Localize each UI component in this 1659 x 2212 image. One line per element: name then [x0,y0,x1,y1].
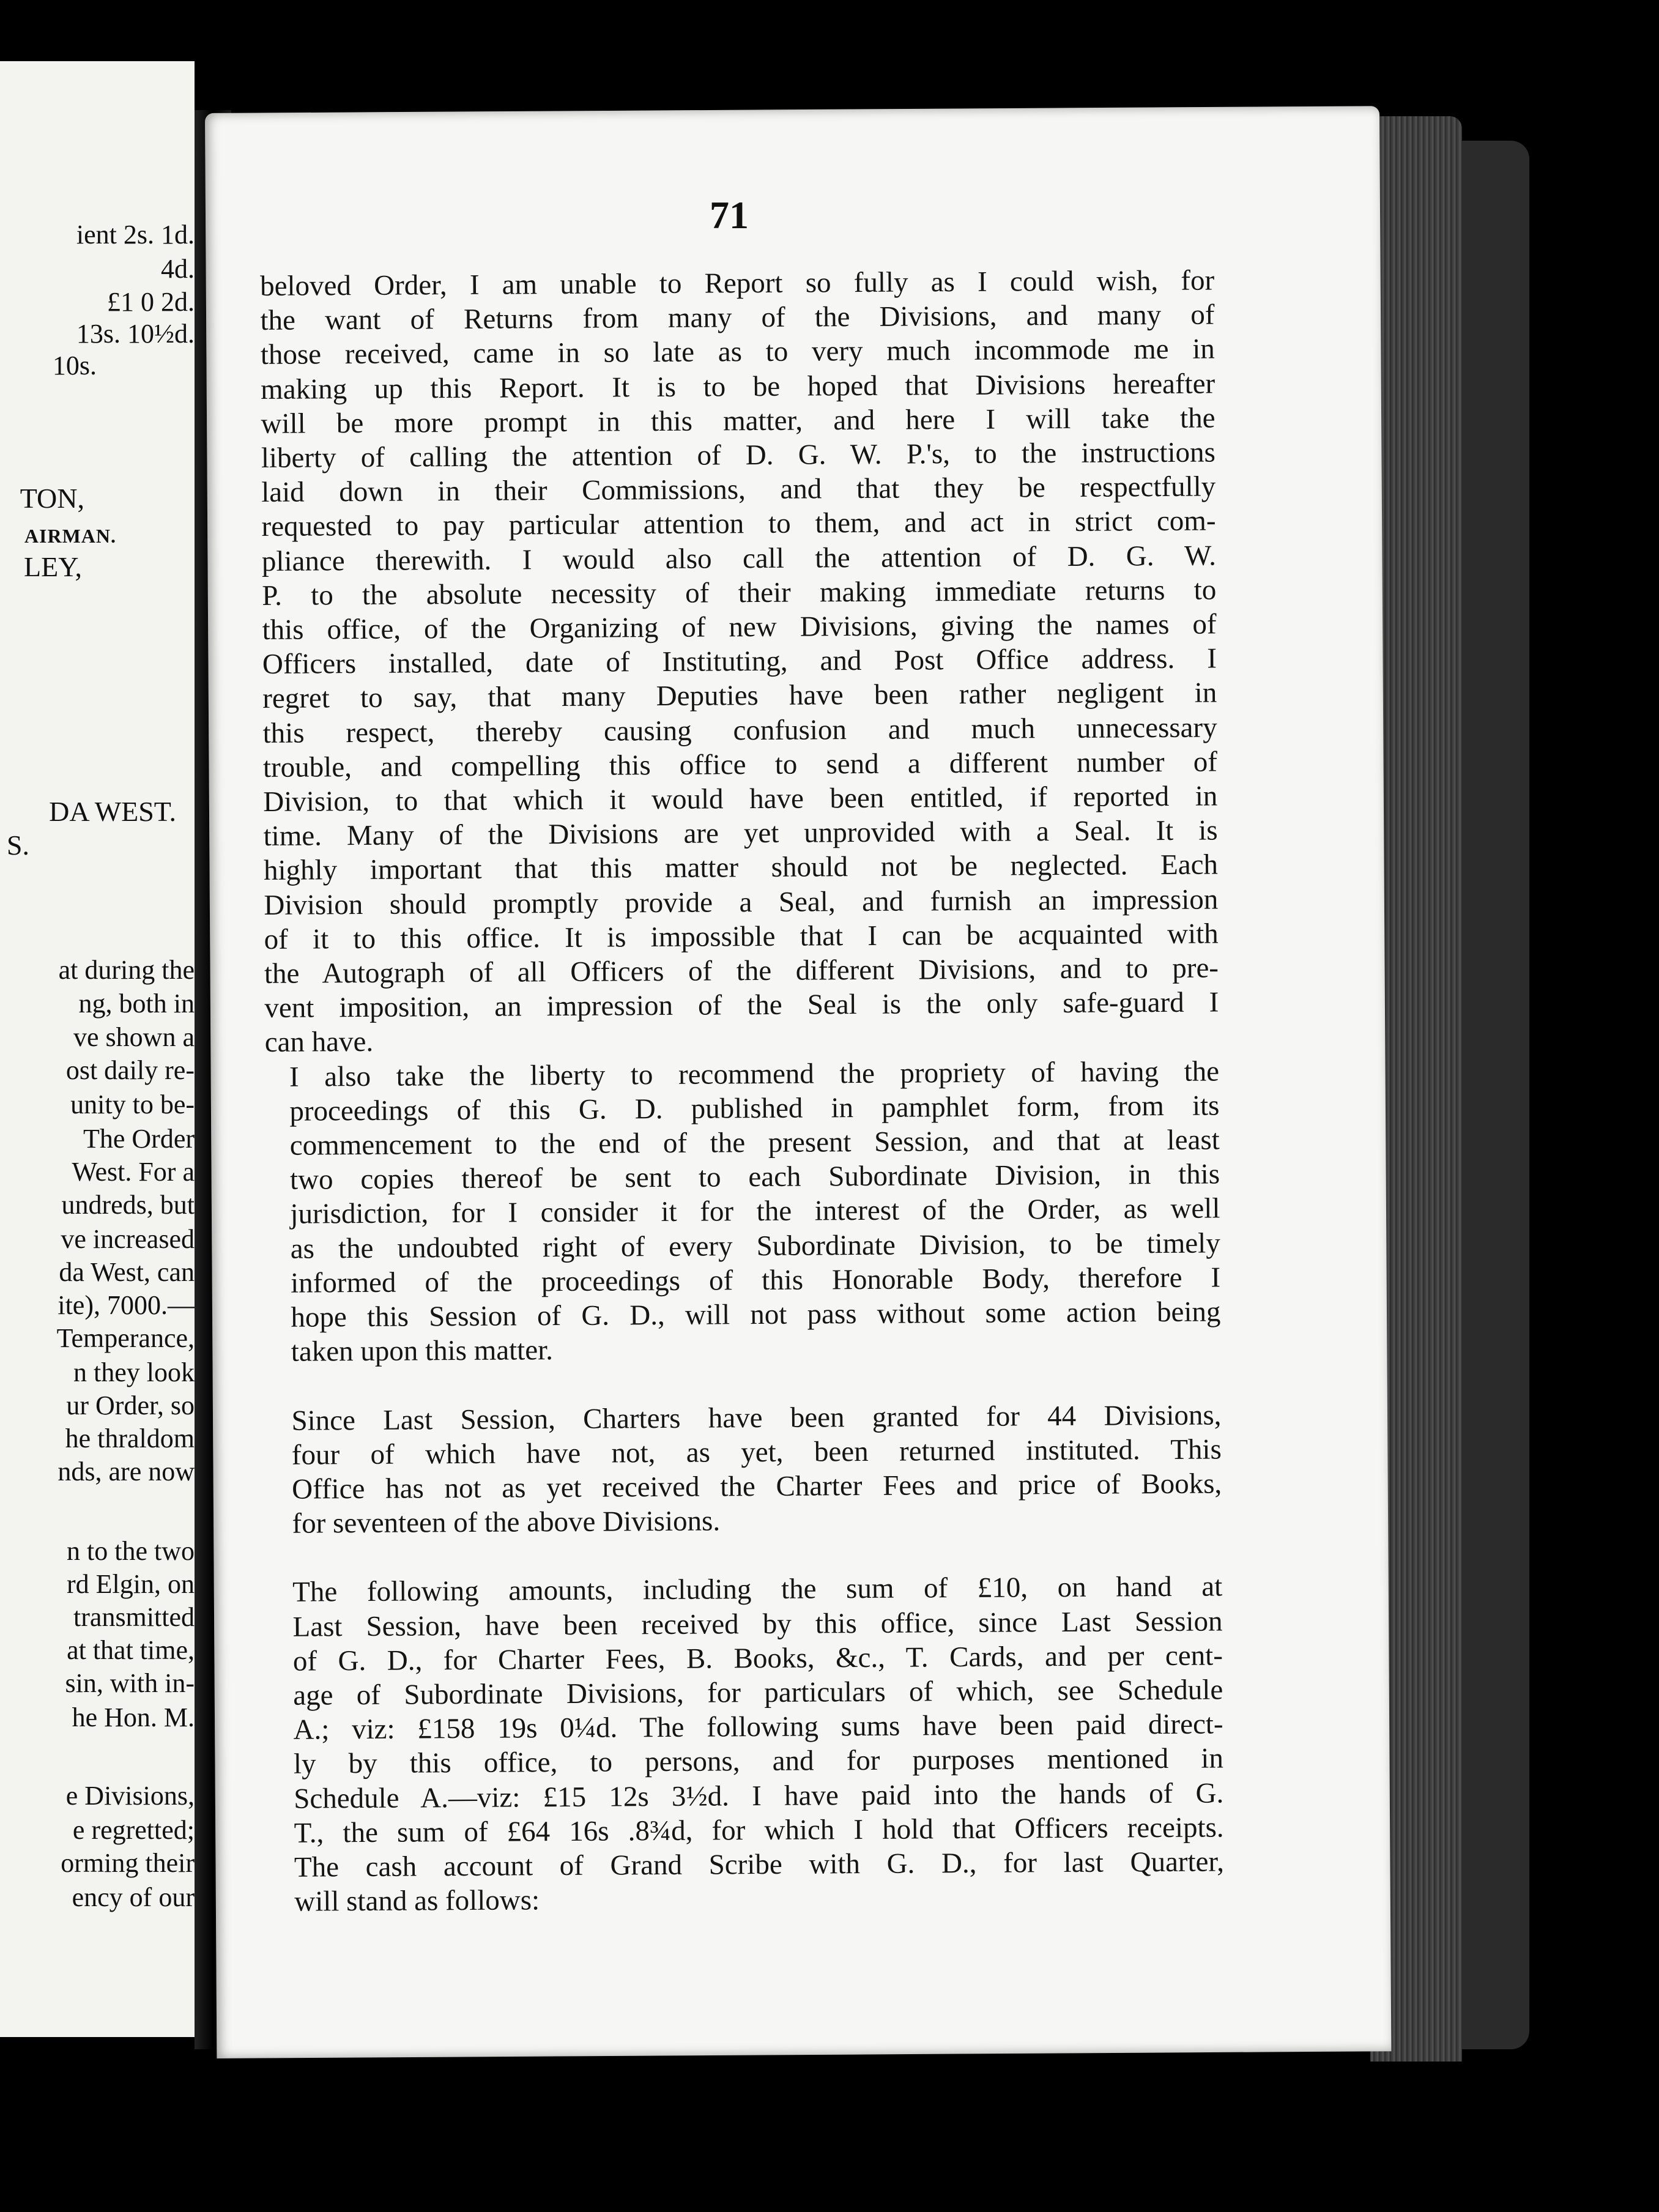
page-body [260,263,1224,1919]
left-body-line: he thraldom [65,1423,195,1453]
left-heading-line: LEY, [24,551,82,582]
text-line: of G. D., for Charter Fees, B. Books, &c., T. Cards, and per cent- [292,1639,1223,1677]
paragraph-returns [260,263,1219,1060]
text-line: vent imposition, an impression of the Seal is the only safe-guard I [264,986,1219,1025]
left-body-line: unity to be- [70,1089,195,1119]
left-ledger-line: ient 2s. 1d. [76,220,195,250]
text-line: the want of Returns from many of the Divisions, and many of [260,299,1215,337]
text-line: trouble, and compelling this office to send a different number of [262,746,1218,784]
text-line: age of Subordinate Divisions, for particulars of which, see Schedule [293,1674,1223,1712]
left-body-line: n they look [73,1357,195,1387]
left-body-line: rd Elgin, on [67,1569,195,1599]
text-line: ly by this office, to persons, and for purposes mentioned in [293,1742,1224,1781]
text-line: The cash account of Grand Scribe with G. D., for last Quarter, [294,1846,1225,1884]
text-line: this respect, thereby causing confusion and much unnecessary [262,711,1217,749]
left-body-line: ency of our [72,1882,195,1912]
left-body-line: nds, are now [58,1457,195,1486]
text-line: for seventeen of the above Divisions. [292,1505,721,1540]
paragraph-proceedings [265,1054,1221,1369]
text-line: two copies thereof be sent to each Subordinate Division, in this [289,1158,1220,1197]
left-body-line: West. For a [72,1157,195,1187]
left-body-line: transmitted [73,1602,195,1632]
left-ledger-line: 13s. 10½d. [76,319,195,349]
left-section-line: DA WEST. [49,796,176,827]
text-line: laid down in their Commissions, and that they be respectfully [261,470,1216,509]
previous-page-fragment [0,61,195,2037]
left-body-line: at that time, [67,1635,195,1665]
text-line: highly important that this matter should not be neglected. Each [263,848,1219,887]
text-line: A.; viz: £158 19s 0¼d. The following sums have been paid direct- [293,1708,1223,1746]
text-line: those received, came in so late as to very much incommode me in [260,333,1215,371]
text-line: regret to say, that many Deputies have been rather negligent in [262,677,1217,715]
page-number: 71 [710,193,749,237]
text-line: pliance therewith. I would also call the attention of D. G. W. [261,540,1217,577]
left-body-line: ng, both in [78,989,195,1019]
text-line: as the undoubted right of every Subordinate Division, to be timely [290,1227,1220,1265]
text-line: Since Last Session, Charters have been granted for 44 Divisions, [291,1398,1222,1437]
text-line: I also take the liberty to recommend the propriety of having the [289,1055,1220,1093]
left-body-line: sin, with in- [65,1668,195,1698]
left-body-line: orming their [61,1848,195,1878]
left-heading-line: TON, [20,483,84,514]
left-body-line: ve shown a [73,1022,195,1052]
left-body-line: n to the two [67,1536,195,1566]
left-body-line: ost daily re- [65,1055,195,1085]
left-body-line: ite), 7000.— [58,1290,195,1320]
text-line: T., the sum of £64 16s .8¾d, for which I hold that Officers receipts. [294,1811,1224,1849]
text-line: making up this Report. It is to be hoped that Divisions hereafter [261,368,1215,406]
text-line: this office, of the Organizing of new Divisions, giving the names of [262,608,1217,647]
left-body-line: e Divisions, [65,1781,195,1811]
left-body-line: ur Order, so [66,1390,195,1420]
text-line: of it to this office. It is impossible that I can be acquainted with [264,918,1219,956]
left-body-line: e regretted; [72,1815,195,1845]
text-line: Last Session, have been received by this office, since Last Session [292,1605,1223,1643]
paragraph-amounts [268,1570,1224,1920]
text-line: jurisdiction, for I consider it for the interest of the Order, as well [290,1192,1220,1231]
text-line: commencement to the end of the present Session, and that at least [289,1124,1220,1162]
text-line: will stand as follows: [294,1884,540,1918]
text-line: Officers installed, date of Instituting, and Post Office address. I [262,642,1217,681]
text-line: The following amounts, including the sum of £10, on hand at [292,1570,1223,1609]
text-line: proceedings of this G. D. published in pamphlet form, from its [289,1089,1220,1127]
left-body-line: da West, can [59,1257,195,1287]
left-body-line: Temperance, [56,1323,195,1353]
text-line: four of which have not, as yet, been returned instituted. This [291,1433,1222,1471]
text-line: Division, to that which it would have been entitled, if reported in [263,780,1218,818]
text-line: P. to the absolute necessity of their making immediate returns to [262,574,1217,612]
text-line: hope this Session of G. D., will not pass without some action being [291,1296,1221,1334]
left-heading-line: AIRMAN. [24,525,116,547]
left-ledger-line: 4d. [161,254,195,284]
left-ledger-line: £1 0 2d. [107,287,195,317]
text-line: beloved Order, I am unable to Report so fully as I could wish, for [260,264,1215,302]
left-body-line: ve increased [61,1224,195,1254]
left-body-line: at during the [58,955,195,985]
text-line: will be more prompt in this matter, and here I will take the [261,402,1215,440]
text-line: time. Many of the Divisions are yet unprovided with a Seal. It is [263,814,1218,853]
text-line: liberty of calling the attention of D. G. W. P.'s, to the instructions [261,436,1216,475]
text-line: the Autograph of all Officers of the different Divisions, and to pre- [264,952,1219,990]
text-line: Division should promptly provide a Seal, and furnish an impression [264,883,1219,921]
text-line: taken upon this matter. [291,1334,554,1368]
left-ledger-line: 10s. [52,351,97,380]
text-line: can have. [264,1026,374,1059]
text-line: Office has not as yet received the Charter Fees and price of Books, [292,1468,1222,1505]
left-section-line: S. [6,830,29,861]
left-body-line: undreds, but [61,1190,195,1220]
text-line: requested to pay particular attention to them, and act in strict com- [261,505,1216,543]
left-body-line: he Hon. M. [72,1702,195,1732]
text-line: Schedule A.—viz: £15 12s 3½d. I have paid into the hands of G. [294,1776,1224,1815]
text-line: informed of the proceedings of this Honorable Body, therefore I [290,1261,1221,1299]
left-body-line: The Order [83,1124,195,1154]
paragraph-charters [267,1398,1222,1541]
